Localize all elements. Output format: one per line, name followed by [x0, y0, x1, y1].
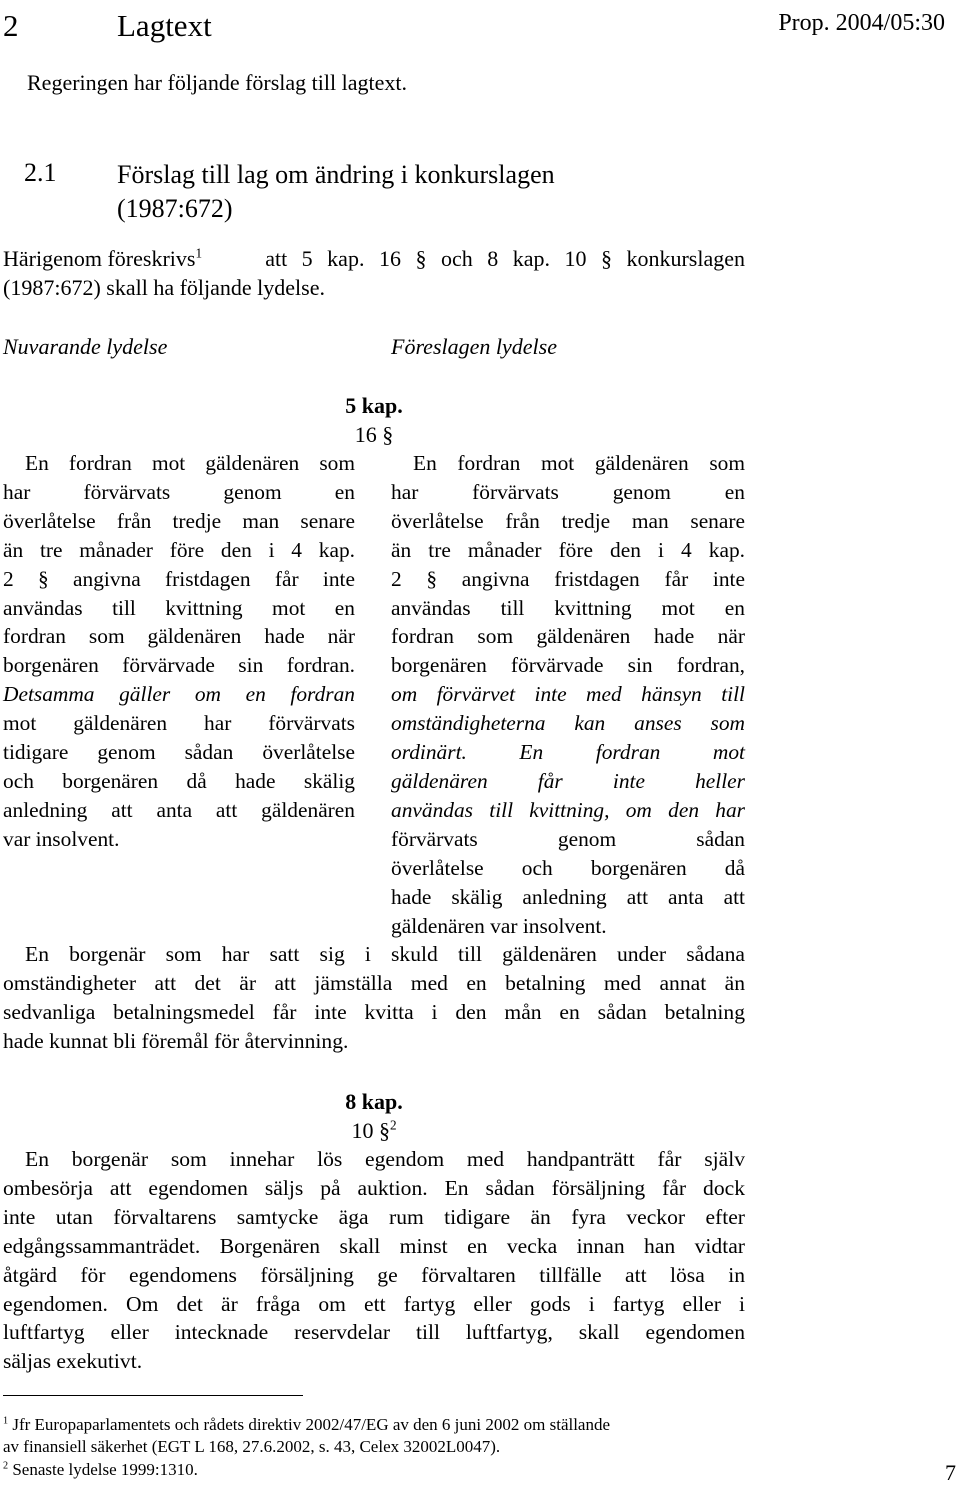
proposed-wording-heading: Föreslagen lydelse	[391, 334, 557, 359]
chapter-heading	[0, 8, 960, 52]
common-paragraph	[3, 940, 745, 1056]
current-wording-text	[3, 449, 355, 854]
preamble-text: Härigenom föreskrivs	[3, 246, 196, 271]
footnote-2	[3, 1459, 745, 1481]
text-line: överlåtelse från tredje man senare	[3, 508, 355, 533]
text-line: 2 § angivna fristdagen får inte	[391, 566, 745, 591]
text-line: och borgenären då hade skälig	[3, 768, 355, 793]
preamble-line-1	[3, 244, 745, 273]
text-line: omständigheterna kan anses som	[391, 711, 745, 736]
footnote-text: Jfr Europaparlamentets och rådets direktiv 2002/47/EG av den 6 juni 2002 om ställande	[12, 1415, 611, 1434]
footnote-divider	[3, 1395, 303, 1396]
text-line: användas till kvittning mot en	[3, 595, 355, 620]
text-line: En fordran mot gäldenären som	[25, 451, 355, 475]
preamble-line-2: (1987:672) skall ha följande lydelse.	[3, 275, 325, 300]
text-line: var insolvent.	[3, 826, 120, 851]
text-line: har förvärvats genom en	[391, 479, 745, 504]
text-line: borgenären förvärvade sin fordran.	[3, 653, 355, 678]
text-line: överlåtelse från tredje man senare	[391, 508, 745, 533]
section-number: 2.1	[24, 158, 57, 187]
paragraph-16-heading: 16 §	[354, 422, 394, 447]
chapter-5-heading: 5 kap.	[345, 393, 403, 418]
text-line: överlåtelse och borgenären då	[391, 855, 745, 880]
text-line: fordran som gäldenären hade när	[3, 624, 355, 649]
text-line: Detsamma gäller om en fordran	[3, 682, 355, 707]
chapter-title: Lagtext	[117, 8, 212, 43]
text-line: En borgenär som innehar lös egendom med handpanträtt får själv	[25, 1147, 745, 1171]
chapter-number: 2	[3, 8, 19, 43]
text-line: anledning att anta att gäldenären	[3, 797, 355, 822]
text-line: En fordran mot gäldenären som	[413, 451, 745, 475]
proposition-reference: Prop. 2004/05:30	[778, 10, 945, 36]
text-line: förvärvats genom sådan	[391, 826, 745, 851]
section-title	[117, 158, 637, 226]
text-line: än tre månader före den i 4 kap.	[3, 537, 355, 562]
preamble-text: att 5 kap. 16 § och 8 kap. 10 § konkurslagen	[265, 246, 745, 271]
text-line: användas till kvittning mot en	[391, 595, 745, 620]
proposed-wording-text	[391, 449, 745, 940]
text-line: än tre månader före den i 4 kap.	[391, 537, 745, 562]
paragraph-8-10	[3, 1145, 745, 1376]
text-line: hade kunnat bli föremål för återvinning.	[3, 1028, 349, 1053]
paragraph-10-heading	[3, 1116, 745, 1145]
text-line: gäldenären var insolvent.	[391, 913, 607, 938]
text-line: omständigheter att det är att jämställa med en betalning med annat än	[3, 970, 745, 995]
text-line: användas till kvittning, om den har	[391, 797, 745, 822]
text-line: luftfartyg eller intecknade reservdelar till luftfartyg, skall egendomen	[3, 1320, 745, 1345]
text-line: En borgenär som har satt sig i skuld till gäldenären under sådana	[25, 942, 745, 966]
text-line: sedvanliga betalningsmedel får inte kvitta i den mån en sådan betalning	[3, 999, 745, 1024]
footnote-mark: 1	[3, 1415, 9, 1427]
footnote-text: av finansiell säkerhet (EGT L 168, 27.6.2002, s. 43, Celex 32002L0047).	[3, 1437, 501, 1456]
text-line: åtgärd för egendomens försäljning ge förvaltaren tillfälle att lösa in	[3, 1262, 745, 1287]
text-line: 2 § angivna fristdagen får inte	[3, 566, 355, 591]
text-line: säljas exekutivt.	[3, 1349, 143, 1374]
text-line: borgenären förvärvade sin fordran,	[391, 653, 745, 678]
chapter-8-heading: 8 kap.	[345, 1089, 403, 1114]
text-line: inte utan förvaltarens samtycke äga rum tidigare än fyra veckor efter	[3, 1204, 745, 1229]
text-line: gäldenären får inte heller	[391, 768, 745, 793]
footnote-text: Senaste lydelse 1999:1310.	[12, 1460, 198, 1479]
current-wording-heading: Nuvarande lydelse	[3, 334, 168, 359]
intro-text: Regeringen har följande förslag till lagtext.	[27, 70, 407, 95]
text-line: ordinärt. En fordran mot	[391, 740, 745, 765]
footnote-mark[interactable]: 1	[195, 245, 203, 261]
text-line: edgångssammanträdet. Borgenären skall minst en vecka innan han vidtar	[3, 1233, 745, 1258]
text-line: egendomen. Om det är fråga om ett fartyg eller gods i fartyg eller i	[3, 1291, 745, 1316]
text-line: om förvärvet inte med hänsyn till	[391, 682, 745, 707]
section-title-line: (1987:672)	[117, 194, 233, 223]
footnote-mark[interactable]: 2	[389, 1117, 397, 1133]
text-line: mot gäldenären har förvärvats	[3, 711, 355, 736]
section-title-line: Förslag till lag om ändring i konkurslagen	[117, 160, 555, 189]
text-line: hade skälig anledning att anta att	[391, 884, 745, 909]
footnote-1	[3, 1414, 745, 1458]
text-line: tidigare genom sådan överlåtelse	[3, 740, 355, 765]
text-line: har förvärvats genom en	[3, 479, 355, 504]
page-number: 7	[945, 1460, 956, 1485]
footnote-mark: 2	[3, 1460, 9, 1472]
text-line: fordran som gäldenären hade när	[391, 624, 745, 649]
paragraph-10-label: 10 §	[351, 1118, 390, 1143]
text-line: ombesörja att egendomen säljs på auktion. En sådan försäljning får dock	[3, 1175, 745, 1200]
